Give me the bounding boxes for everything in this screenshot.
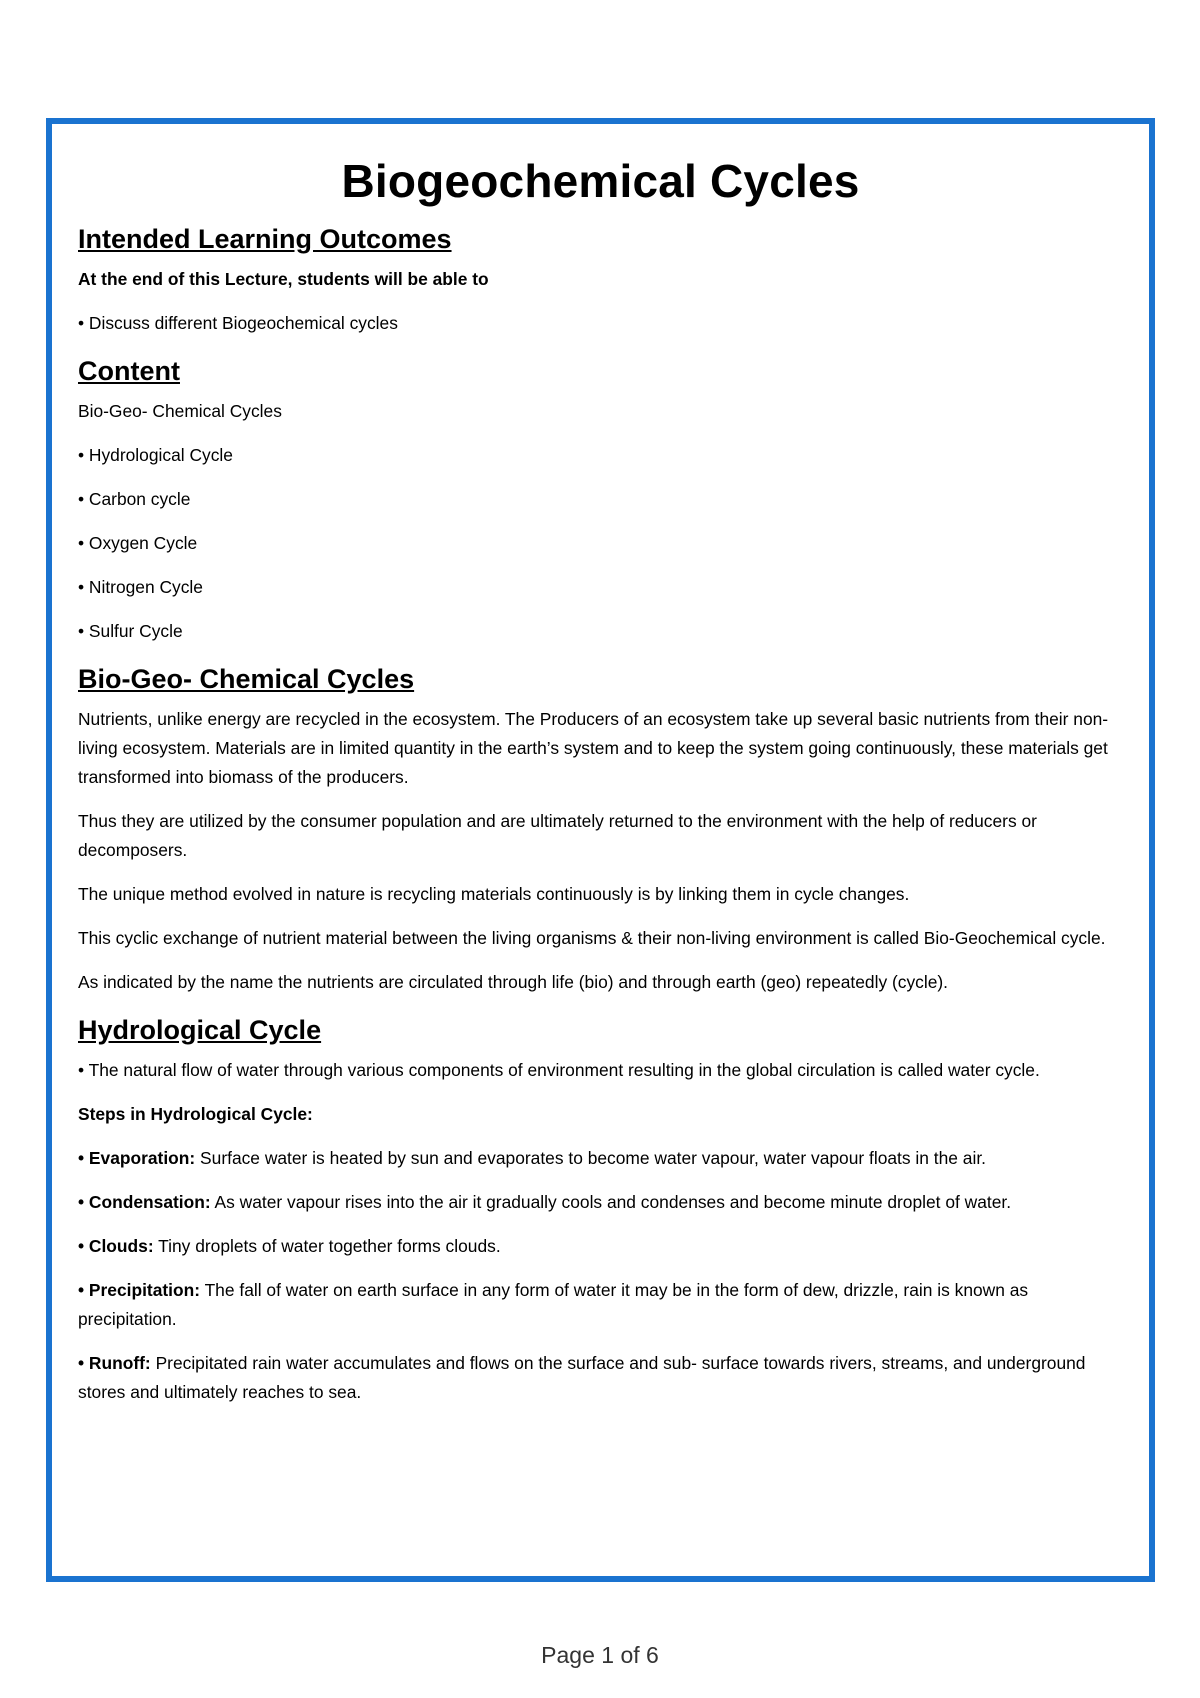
hydro-step-runoff xyxy=(78,1349,1123,1407)
content-list-item: • Carbon cycle xyxy=(78,489,191,509)
biogeo-paragraph: Thus they are utilized by the consumer population and are ultimately returned to the environment with the help of reducers or decomposers. xyxy=(78,811,1037,860)
hydro-step-clouds xyxy=(78,1232,1123,1261)
content-list-item: • Nitrogen Cycle xyxy=(78,577,203,597)
document-title: Biogeochemical Cycles xyxy=(341,155,860,207)
step-text: Surface water is heated by sun and evaporates to become water vapour, water vapour floats in the air. xyxy=(195,1148,986,1168)
page-frame xyxy=(46,118,1155,1582)
step-term: • Runoff: xyxy=(78,1353,151,1373)
biogeo-paragraph: Nutrients, unlike energy are recycled in the ecosystem. The Producers of an ecosystem take up several basic nutrients from their non-living ecosystem. Materials are in limited quantity in the earth’s system and to keep the system going continuously, these materials get transformed into biomass of the producers. xyxy=(78,709,1109,787)
biogeo-heading: Bio-Geo- Chemical Cycles xyxy=(78,664,415,694)
hydro-heading: Hydrological Cycle xyxy=(78,1015,322,1045)
hydro-step-condensation xyxy=(78,1188,1123,1217)
biogeo-paragraph: As indicated by the name the nutrients are circulated through life (bio) and through earth (geo) repeatedly (cycle). xyxy=(78,972,949,992)
outcomes-bullet: • Discuss different Biogeochemical cycles xyxy=(78,313,398,333)
page-number: Page 1 of 6 xyxy=(541,1642,659,1668)
outcomes-intro: At the end of this Lecture, students will be able to xyxy=(78,269,489,289)
step-text: The fall of water on earth surface in any form of water it may be in the form of dew, drizzle, rain is known as precipitation. xyxy=(78,1280,1029,1329)
content-heading: Content xyxy=(78,356,180,386)
step-text: As water vapour rises into the air it gradually cools and condenses and become minute droplet of water. xyxy=(210,1192,1012,1212)
hydro-step-precipitation xyxy=(78,1276,1123,1334)
hydro-steps-heading: Steps in Hydrological Cycle: xyxy=(78,1104,313,1124)
step-term: • Precipitation: xyxy=(78,1280,201,1300)
outcomes-heading: Intended Learning Outcomes xyxy=(78,224,452,254)
biogeo-paragraph: The unique method evolved in nature is recycling materials continuously is by linking them in cycle changes. xyxy=(78,884,910,904)
hydro-intro: • The natural flow of water through various components of environment resulting in the global circulation is called water cycle. xyxy=(78,1060,1040,1080)
step-text: Precipitated rain water accumulates and flows on the surface and sub- surface towards rivers, streams, and underground stores and ultimately reaches to sea. xyxy=(78,1353,1086,1402)
step-term: • Clouds: xyxy=(78,1236,154,1256)
biogeo-paragraph: This cyclic exchange of nutrient material between the living organisms & their non-living environment is called Bio-Geochemical cycle. xyxy=(78,928,1106,948)
step-term: • Condensation: xyxy=(78,1192,211,1212)
content-list-item: • Oxygen Cycle xyxy=(78,533,198,553)
step-text: Tiny droplets of water together forms clouds. xyxy=(153,1236,501,1256)
content-intro: Bio-Geo- Chemical Cycles xyxy=(78,401,282,421)
step-term: • Evaporation: xyxy=(78,1148,196,1168)
content-list-item: • Sulfur Cycle xyxy=(78,621,183,641)
hydro-step-evaporation xyxy=(78,1144,1123,1173)
content-list-item: • Hydrological Cycle xyxy=(78,445,233,465)
